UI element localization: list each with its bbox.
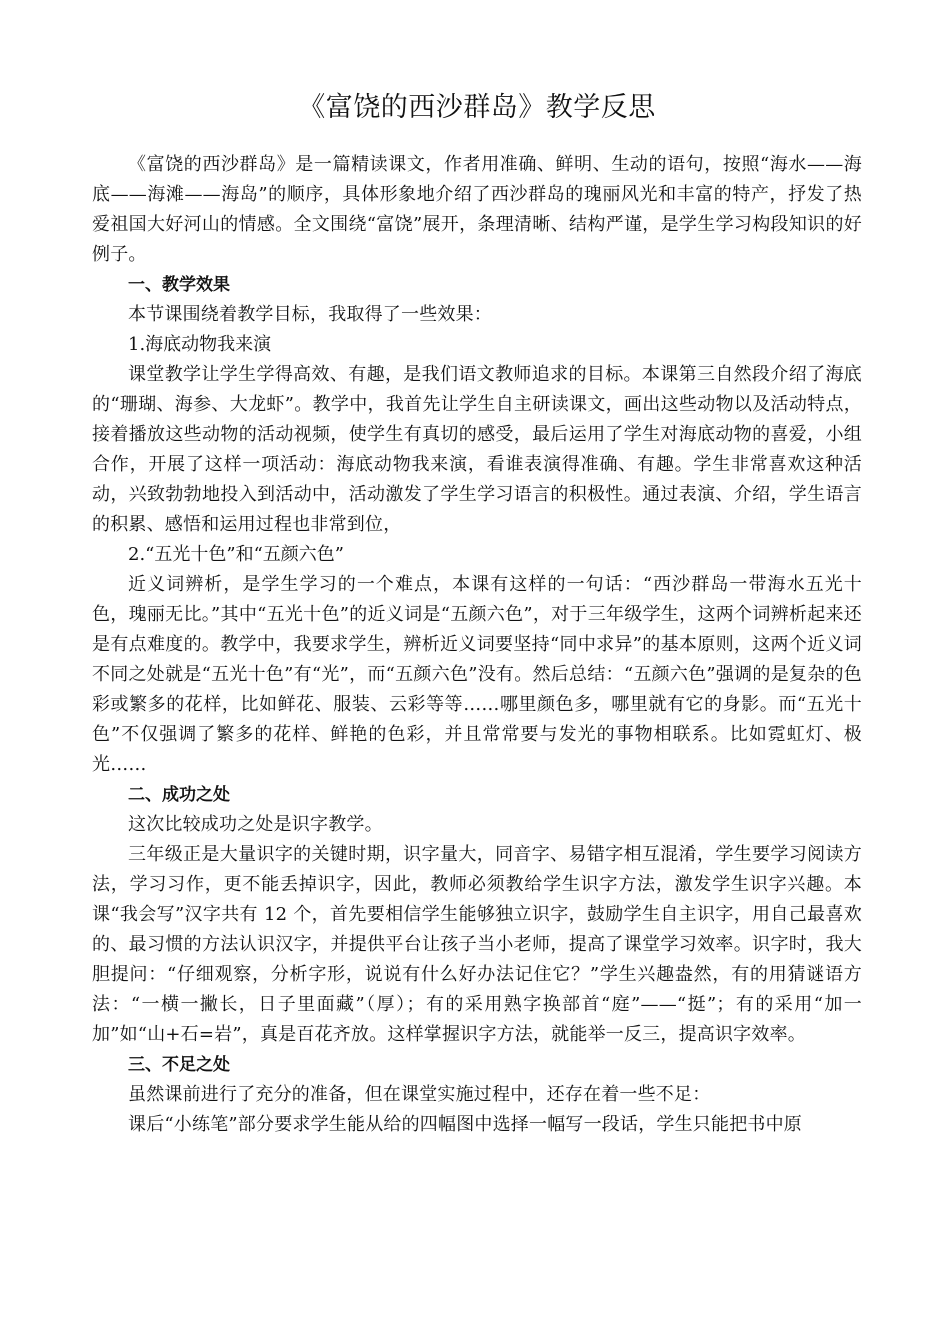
section1-item1-title: 1.海底动物我来演 [128, 334, 272, 355]
section-heading-shortcomings: 三、不足之处 [128, 1055, 230, 1075]
section3-lead: 虽然课前进行了充分的准备，但在课堂实施过程中，还存在着一些不足： [128, 1084, 711, 1105]
section1-item2-title: 2.“五光十色”和“五颜六色” [128, 544, 344, 565]
section1-lead: 本节课围绕着教学目标，我取得了一些效果： [128, 304, 492, 325]
section1-item2-text: 近义词辨析，是学生学习的一个难点，本课有这样的一句话：“西沙群岛一带海水五光十色，瑰丽无比。”其中“五光十色”的近义词是“五颜六色”，对于三年级学生，这两个词辨析起来还是有点难度的。教学中，我要求学生，辨析近义词要坚持“同中求异”的基本原则，这两个近义词不同之处就是“五光十色”有“光”，而“五颜六色”没有。然后总结：“五颜六色”强调的是复杂的色彩或繁多的花样，比如鲜花、服装、云彩等等……哪里颜色多，哪里就有它的身影。而“五光十色”不仅强调了繁多的花样、鲜艳的色彩，并且常常要与发光的事物相联系。比如霓虹灯、极光…… [92, 574, 862, 775]
section1-item1-text: 课堂教学让学生学得高效、有趣，是我们语文教师追求的目标。本课第三自然段介绍了海底的“珊瑚、海参、大龙虾”。教学中，我首先让学生自主研读课文，画出这些动物以及活动特点，接着播放这些动物的活动视频，使学生有真切的感受，最后运用了学生对海底动物的喜爱，小组合作，开展了这样一项活动：海底动物我来演，看谁表演得准确、有趣。学生非常喜欢这种活动，兴致勃勃地投入到活动中，活动激发了学生学习语言的积极性。通过表演、介绍，学生语言的积累、感悟和运用过程也非常到位， [92, 364, 862, 535]
section2-text: 三年级正是大量识字的关键时期，识字量大，同音字、易错字相互混淆，学生要学习阅读方法，学习习作，更不能丢掉识字，因此，教师必须教给学生识字方法，激发学生识字兴趣。本课“我会写”汉字共有 12 个，首先要相信学生能够独立识字，鼓励学生自主识字，用自己最喜欢的、最习惯的方法认识汉字，并提供平台让孩子当小老师，提高了课堂学习效率。识字时，我大胆提问：“仔细观察，分析字形，说说有什么好办法记住它？”学生兴趣盎然，有的用猜谜语方法：“一横一撇长，日子里面藏”（厚）；有的采用熟字换部首“庭”——“挺”；有的采用“加一加”如“山+石=岩”，真是百花齐放。这样掌握识字方法，就能举一反三，提高识字效率。 [92, 844, 862, 1045]
section-heading-success: 二、成功之处 [128, 785, 230, 805]
section-heading-teaching-effect: 一、教学效果 [128, 275, 230, 295]
document-title: 《富饶的西沙群岛》教学反思 [298, 92, 656, 123]
section3-text: 课后“小练笔”部分要求学生能从给的四幅图中选择一幅写一段话，学生只能把书中原 [128, 1114, 803, 1135]
intro-paragraph: 《富饶的西沙群岛》是一篇精读课文，作者用准确、鲜明、生动的语句，按照“海水——海底——海滩——海岛”的顺序，具体形象地介绍了西沙群岛的瑰丽风光和丰富的特产，抒发了热爱祖国大好河山的情感。全文围绕“富饶”展开，条理清晰、结构严谨，是学生学习构段知识的好例子。 [92, 154, 862, 265]
section2-lead: 这次比较成功之处是识字教学。 [128, 814, 383, 835]
document-page [92, 88, 862, 1140]
